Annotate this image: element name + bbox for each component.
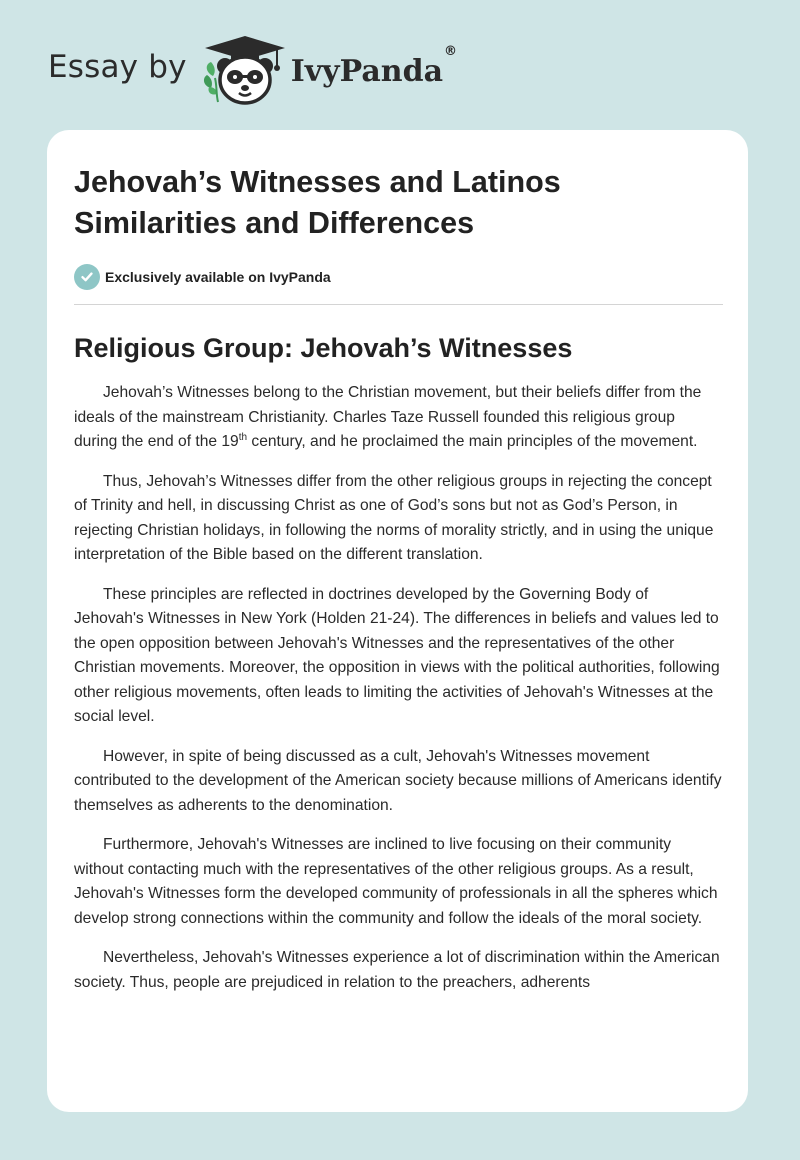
page-title: Jehovah’s Witnesses and Latinos Similarities and Differences bbox=[74, 165, 561, 240]
registered-mark: ® bbox=[444, 43, 458, 59]
brand-prefix: Essay by bbox=[48, 49, 187, 85]
brand-header bbox=[48, 32, 457, 108]
essay-card bbox=[47, 130, 748, 1112]
brand-name-text[interactable]: IvyPanda bbox=[290, 53, 444, 89]
exclusive-badge bbox=[74, 264, 722, 290]
paragraph-2: Thus, Jehovah’s Witnesses differ from the other religious groups in rejecting the concept of Trinity and hell, in discussing Christ as one of God’s sons but not as God’s Person, in rejecting Christian holidays, in following the norms of morality strictly, and in using the unique interpretation of the Bible based on the different translation. bbox=[74, 472, 714, 563]
paragraph-1-text-b: century, and he proclaimed the main principles of the movement. bbox=[247, 433, 698, 450]
paragraph-6: Nevertheless, Jehovah's Witnesses experience a lot of discrimination within the American society. Thus, people are prejudiced in relation to the preachers, adherents bbox=[74, 949, 720, 991]
divider bbox=[74, 304, 723, 305]
brand-name[interactable] bbox=[290, 43, 458, 89]
paragraph-4: However, in spite of being discussed as a cult, Jehovah's Witnesses movement contributed to the development of the American society because millions of Americans identify themselves as adherents to the denomination. bbox=[74, 747, 722, 814]
check-icon bbox=[74, 264, 100, 290]
paragraph-5: Furthermore, Jehovah's Witnesses are inclined to live focusing on their community without contacting much with the representatives of the other religious groups. As a result, Jehovah's Witnesses form the developed community of professionals in all the spheres which develop strong connections within the community and follow the ideals of the moral society. bbox=[74, 836, 718, 927]
panda-logo-icon[interactable] bbox=[201, 32, 287, 108]
exclusive-label: Exclusively available on IvyPanda bbox=[105, 269, 331, 285]
paragraph-1 bbox=[74, 381, 722, 455]
section-heading: Religious Group: Jehovah’s Witnesses bbox=[74, 333, 573, 363]
ordinal-suffix: th bbox=[238, 431, 248, 443]
paragraph-3: These principles are reflected in doctrines developed by the Governing Body of Jehovah's Witnesses in New York (Holden 21-24). The differences in beliefs and values led to the open opposition between Jehovah's Witnesses and the representatives of the other Christian movements. Moreover, the opposition in views with the political authorities, following other religious movements, often leads to limiting the activities of Jehovah's Witnesses at the social level. bbox=[74, 585, 720, 725]
paragraph-1-text-a: Jehovah’s Witnesses belong to the Christian movement, but their beliefs differ from the ideals of the mainstream Christianity. Charles Taze Russell founded this religious group during the end of the 19 bbox=[74, 384, 702, 450]
